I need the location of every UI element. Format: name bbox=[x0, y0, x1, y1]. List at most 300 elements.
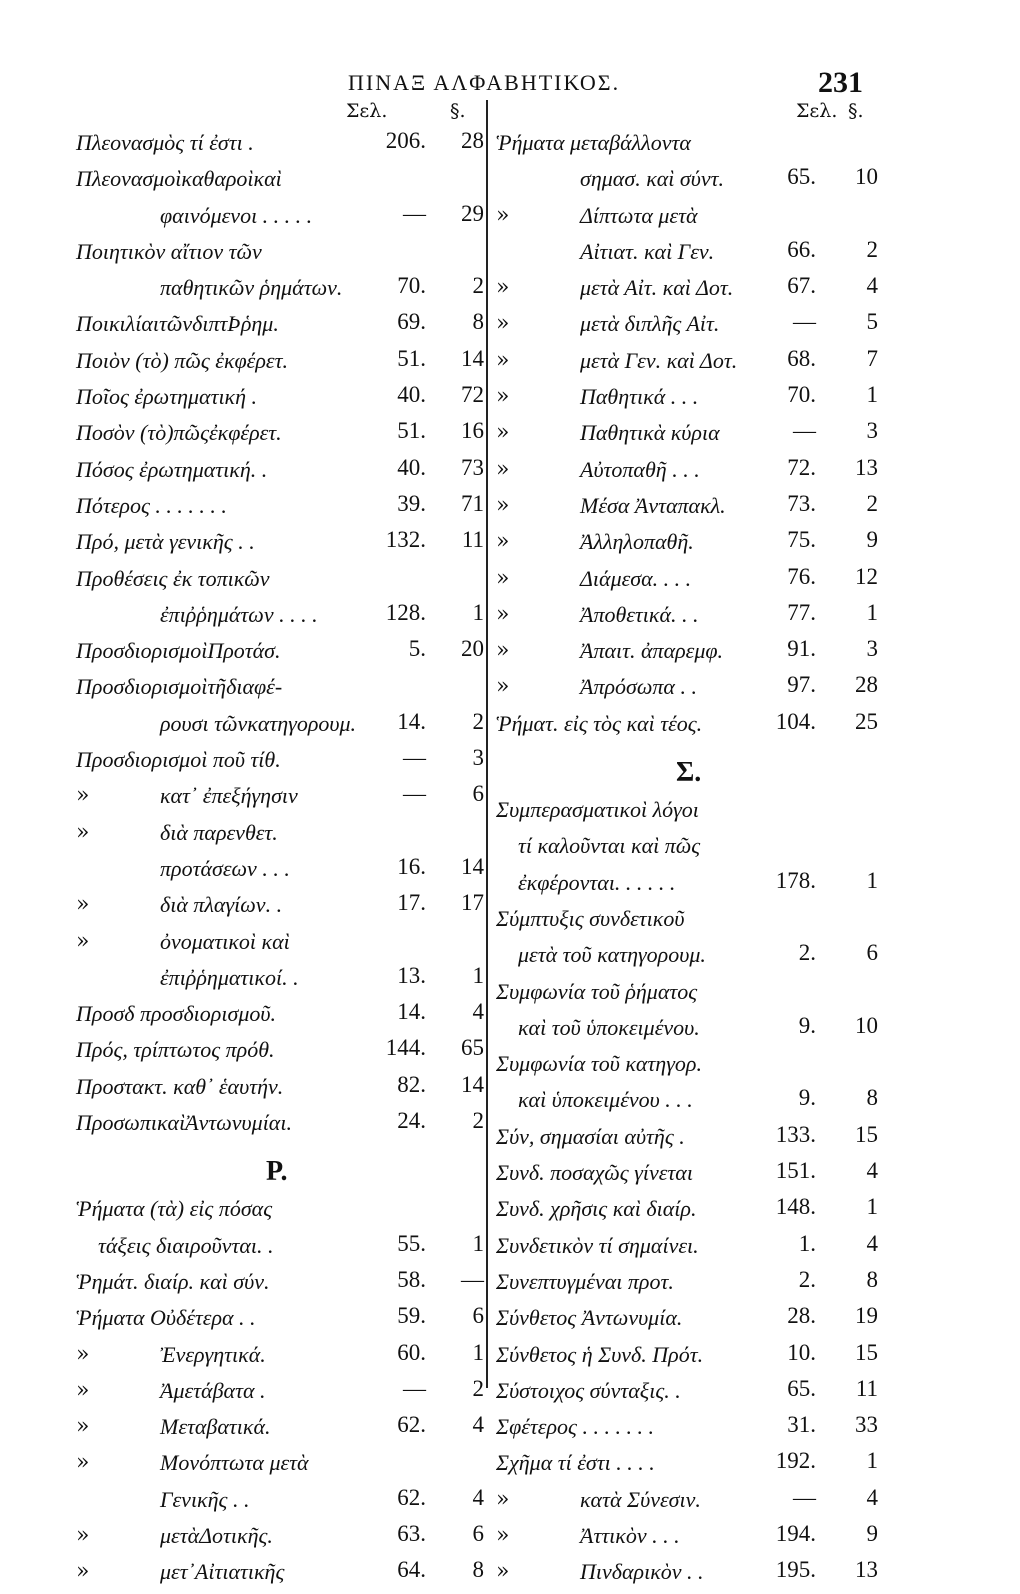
entry-page: 70. bbox=[397, 273, 426, 299]
entry-section: 14 bbox=[461, 853, 484, 879]
entry-section: 2 bbox=[472, 1108, 484, 1134]
ditto-mark: » bbox=[76, 1559, 90, 1585]
entry-page: 62. bbox=[397, 1484, 426, 1510]
ditto-mark: » bbox=[76, 783, 90, 809]
entry-page: 75. bbox=[787, 527, 816, 553]
ditto-mark: » bbox=[76, 1450, 90, 1476]
entry-term: Σύνθετος ἡ Συνδ. Πρότ. bbox=[496, 1341, 704, 1367]
entry-section: 11 bbox=[461, 527, 484, 553]
index-entry bbox=[496, 237, 878, 273]
entry-term: Συνδ. χρῆσις καὶ διαίρ. bbox=[496, 1196, 697, 1222]
entry-page: 178. bbox=[775, 867, 816, 893]
index-entry bbox=[76, 1376, 484, 1412]
entry-term: φαινόμενοι . . . . . bbox=[160, 202, 313, 228]
entry-page: 97. bbox=[787, 672, 816, 698]
entry-page: 66. bbox=[787, 236, 816, 262]
entry-section: 4 bbox=[866, 1158, 878, 1184]
entry-page: 28. bbox=[787, 1303, 816, 1329]
entry-term: μετὰ τοῦ κατηγορουμ. bbox=[518, 942, 706, 968]
entry-section: 8 bbox=[472, 309, 484, 335]
entries-s bbox=[496, 795, 878, 1594]
index-entry bbox=[496, 491, 878, 527]
entry-section: 10 bbox=[855, 164, 878, 190]
index-entry bbox=[496, 977, 878, 1013]
entry-section: 2 bbox=[866, 490, 878, 516]
entry-section: 3 bbox=[866, 418, 878, 444]
entry-section: 9 bbox=[866, 527, 878, 553]
index-entry bbox=[496, 1376, 878, 1412]
entry-section: 28 bbox=[855, 672, 878, 698]
entry-section: 11 bbox=[855, 1375, 878, 1401]
entry-term: Συμφωνία τοῦ ῥήματος bbox=[496, 978, 698, 1004]
entry-page: 144. bbox=[385, 1035, 426, 1061]
entry-page: 68. bbox=[787, 345, 816, 371]
entry-term: καὶ τοῦ ὑποκειμένου. bbox=[518, 1014, 700, 1040]
index-entry bbox=[76, 164, 484, 200]
entry-term: Πόσος ἐρωτηματική. . bbox=[76, 456, 268, 482]
running-header bbox=[0, 66, 1020, 104]
right-column bbox=[496, 100, 878, 1594]
index-entry bbox=[496, 795, 878, 831]
entry-page: — bbox=[403, 1375, 426, 1401]
entry-term: Ῥήματα μεταβάλλοντα bbox=[496, 130, 691, 155]
entry-term: Παθητικά . . . bbox=[580, 384, 699, 410]
entry-term: Σύν, σημασίαι αὐτῆς . bbox=[496, 1123, 685, 1149]
index-entry bbox=[496, 831, 878, 867]
entry-page: 31. bbox=[787, 1412, 816, 1438]
ditto-mark: » bbox=[496, 384, 510, 410]
entry-term: μετὰ διπλῆς Αἰτ. bbox=[580, 311, 720, 337]
entry-page: 1. bbox=[798, 1230, 816, 1256]
index-entry bbox=[76, 1557, 484, 1593]
index-entry bbox=[496, 1521, 878, 1557]
index-entry bbox=[496, 1122, 878, 1158]
entry-term: διὰ πλαγίων. . bbox=[160, 892, 283, 918]
entry-section: 4 bbox=[866, 1484, 878, 1510]
entry-section: 73 bbox=[461, 454, 484, 480]
index-entry bbox=[496, 1267, 878, 1303]
entries-r-right bbox=[496, 128, 878, 745]
entry-page: 77. bbox=[787, 599, 816, 625]
entry-term: Προσδιορισμοὶ ποῦ τίθ. bbox=[76, 747, 281, 773]
entry-page: 51. bbox=[397, 418, 426, 444]
entry-section: 2 bbox=[472, 1375, 484, 1401]
index-entry bbox=[76, 854, 484, 890]
entry-page: 14. bbox=[397, 708, 426, 734]
entry-section: 25 bbox=[855, 708, 878, 734]
entry-term: ρουσι τῶνκατηγορουμ. bbox=[160, 710, 357, 736]
entry-term: διὰ παρενθετ. bbox=[160, 819, 278, 845]
entry-section: 13 bbox=[855, 1557, 878, 1583]
entry-section: 1 bbox=[866, 1448, 878, 1474]
index-entry bbox=[496, 1085, 878, 1121]
entry-term: Ἀπρόσωπα . . bbox=[580, 674, 697, 700]
ditto-mark: » bbox=[496, 529, 510, 555]
index-entry bbox=[496, 1013, 878, 1049]
entry-section: 2 bbox=[472, 273, 484, 299]
entry-page: 58. bbox=[397, 1266, 426, 1292]
entry-term: ὀνοματικοὶ καὶ bbox=[160, 928, 290, 954]
entry-section: 15 bbox=[855, 1121, 878, 1147]
entry-term: Συμφωνία τοῦ κατηγορ. bbox=[496, 1051, 702, 1077]
entry-page: 14. bbox=[397, 999, 426, 1025]
ditto-mark: » bbox=[496, 347, 510, 373]
index-entry bbox=[76, 963, 484, 999]
index-entry bbox=[76, 201, 484, 237]
entry-term: Μέσα Ἀνταπακλ. bbox=[580, 492, 726, 518]
entry-section: 15 bbox=[855, 1339, 878, 1365]
entry-term: Παθητικὰ κύρια bbox=[580, 420, 720, 446]
entry-page: 72. bbox=[787, 454, 816, 480]
entry-page: 132. bbox=[385, 527, 426, 553]
entry-term: Ποσὸν (τὸ)πῶςἐκφέρετ. bbox=[76, 420, 282, 446]
entry-section: 1 bbox=[866, 1194, 878, 1220]
index-entry bbox=[76, 491, 484, 527]
index-entry bbox=[76, 818, 484, 854]
entry-term: Προσδιορισμοὶτῆδιαφέ- bbox=[76, 674, 283, 700]
entry-page: 73. bbox=[787, 490, 816, 516]
entry-term: Σχῆμα τί ἐστι . . . . bbox=[496, 1450, 655, 1476]
entry-section: 14 bbox=[461, 1071, 484, 1097]
index-entry bbox=[76, 564, 484, 600]
index-entry bbox=[76, 927, 484, 963]
entry-term: προτάσεων . . . bbox=[160, 855, 290, 881]
entry-term: Πρό, μετὰ γενικῆς . . bbox=[76, 529, 255, 555]
index-entry bbox=[496, 672, 878, 708]
entry-term: ΠοικιλίαιτῶνδιπτÞῥημ. bbox=[76, 311, 279, 337]
entry-page: 17. bbox=[397, 890, 426, 916]
letter-heading-r: Ρ. bbox=[266, 1156, 288, 1188]
entry-page: 40. bbox=[397, 454, 426, 480]
index-entry bbox=[76, 1231, 484, 1267]
entry-term: Πινδαρικὸν . . bbox=[580, 1559, 704, 1585]
index-entry bbox=[76, 1485, 484, 1521]
entry-section: 6 bbox=[472, 1520, 484, 1546]
entry-section: 71 bbox=[461, 490, 484, 516]
entry-term: μετὰΔοτικῆς. bbox=[160, 1522, 273, 1548]
page-number: 231 bbox=[818, 66, 863, 99]
entry-section: 72 bbox=[461, 382, 484, 408]
entry-section: 16 bbox=[461, 418, 484, 444]
entry-term: Ἀμετάβατα . bbox=[160, 1377, 266, 1403]
entry-page: 16. bbox=[397, 853, 426, 879]
entry-section: 1 bbox=[472, 1230, 484, 1256]
entry-page: 55. bbox=[397, 1230, 426, 1256]
index-entry bbox=[76, 237, 484, 273]
index-entry bbox=[496, 273, 878, 309]
index-entry bbox=[496, 309, 878, 345]
entry-page: 195. bbox=[775, 1557, 816, 1583]
ditto-mark: » bbox=[496, 202, 510, 228]
entry-term: Ῥήματα (τὰ) εἰς πόσας bbox=[76, 1196, 273, 1222]
entry-term: Ἀττικὸν . . . bbox=[580, 1522, 680, 1548]
ditto-mark: » bbox=[496, 456, 510, 482]
index-entry bbox=[496, 1158, 878, 1194]
entry-page: 67. bbox=[787, 273, 816, 299]
entry-section: 19 bbox=[855, 1303, 878, 1329]
entry-term: Ποιὸν (τὸ) πῶς ἐκφέρετ. bbox=[76, 347, 288, 373]
index-entry bbox=[496, 418, 878, 454]
entry-page: 194. bbox=[775, 1520, 816, 1546]
index-entry bbox=[496, 201, 878, 237]
index-entry bbox=[496, 1303, 878, 1339]
ditto-mark: » bbox=[76, 1341, 90, 1367]
index-entry bbox=[76, 1072, 484, 1108]
entry-term: ἐκφέρονται. . . . . . bbox=[518, 869, 676, 895]
entry-page: 5. bbox=[408, 636, 426, 662]
entry-term: Σύστοιχος σύνταξις. . bbox=[496, 1377, 681, 1403]
entry-section: 14 bbox=[461, 345, 484, 371]
ditto-mark: » bbox=[76, 928, 90, 954]
entry-term: Προστακτ. καθ᾿ ἑαυτήν. bbox=[76, 1073, 284, 1099]
ditto-mark: » bbox=[76, 892, 90, 918]
entry-page: 59. bbox=[397, 1303, 426, 1329]
entry-page: — bbox=[793, 1484, 816, 1510]
entry-page: 2. bbox=[798, 940, 816, 966]
entry-term: Προθέσεις ἐκ τοπικῶν bbox=[76, 565, 270, 591]
ditto-mark: » bbox=[496, 1559, 510, 1585]
index-entry bbox=[76, 309, 484, 345]
index-entry bbox=[496, 1194, 878, 1230]
index-entry bbox=[76, 455, 484, 491]
entry-page: 70. bbox=[787, 382, 816, 408]
entry-term: Συνεπτυγμέναι προτ. bbox=[496, 1268, 674, 1294]
entry-section: 6 bbox=[472, 1303, 484, 1329]
entry-section: 2 bbox=[866, 236, 878, 262]
entry-page: 60. bbox=[397, 1339, 426, 1365]
entry-page: 206. bbox=[385, 128, 426, 153]
entry-page: 51. bbox=[397, 345, 426, 371]
entry-section: 20 bbox=[461, 636, 484, 662]
entry-section: 1 bbox=[472, 962, 484, 988]
index-entry bbox=[76, 1035, 484, 1071]
entry-page: 104. bbox=[775, 708, 816, 734]
entry-term: Συνδετικὸν τί σημαίνει. bbox=[496, 1232, 699, 1258]
entry-page: 9. bbox=[798, 1012, 816, 1038]
index-entry bbox=[496, 527, 878, 563]
index-entry bbox=[76, 1412, 484, 1448]
entry-section: 1 bbox=[472, 599, 484, 625]
entry-page: 82. bbox=[397, 1071, 426, 1097]
entry-page: — bbox=[793, 418, 816, 444]
entry-section: 1 bbox=[866, 382, 878, 408]
index-entry bbox=[496, 1557, 878, 1593]
entry-term: Ῥημάτ. διαίρ. καὶ σύν. bbox=[76, 1268, 270, 1294]
entry-term: Μονόπτωτα μετὰ bbox=[160, 1450, 309, 1476]
entry-section: 9 bbox=[866, 1520, 878, 1546]
entry-section: 4 bbox=[866, 1230, 878, 1256]
entry-section: 1 bbox=[472, 1339, 484, 1365]
left-column-header bbox=[76, 100, 484, 128]
entry-term: Ποῖος ἐρωτηματική . bbox=[76, 384, 258, 410]
entry-term: Μεταβατικά. bbox=[160, 1414, 271, 1440]
section-column-label: §. bbox=[450, 100, 466, 122]
entry-term: Πρός, τρίπτωτος πρόθ. bbox=[76, 1037, 275, 1063]
entry-term: κατ᾿ ἐπεξήγησιν bbox=[160, 783, 298, 809]
entry-section: 4 bbox=[472, 1412, 484, 1438]
entry-term: Σύμπτυξις συνδετικοῦ bbox=[496, 905, 685, 931]
index-entry bbox=[76, 709, 484, 745]
ditto-mark: » bbox=[496, 601, 510, 627]
entry-section: 13 bbox=[855, 454, 878, 480]
index-entry bbox=[76, 527, 484, 563]
index-entry bbox=[496, 1448, 878, 1484]
index-entry bbox=[76, 781, 484, 817]
index-entry bbox=[496, 564, 878, 600]
index-entry bbox=[496, 709, 878, 745]
entry-section: 6 bbox=[472, 781, 484, 807]
entry-section: 28 bbox=[461, 128, 484, 153]
entry-page: — bbox=[403, 200, 426, 226]
index-entry bbox=[76, 636, 484, 672]
index-entry bbox=[76, 273, 484, 309]
entry-term: ΠροσωπικαὶἈντωνυμίαι. bbox=[76, 1110, 292, 1136]
entry-section: 1 bbox=[866, 867, 878, 893]
entry-page: 39. bbox=[397, 490, 426, 516]
entry-page: 64. bbox=[397, 1557, 426, 1583]
entry-page: 76. bbox=[787, 563, 816, 589]
index-entry bbox=[496, 600, 878, 636]
index-entry bbox=[76, 1194, 484, 1230]
entry-page: 91. bbox=[787, 636, 816, 662]
index-entry bbox=[76, 745, 484, 781]
entries-p bbox=[76, 128, 484, 1144]
index-entry bbox=[496, 636, 878, 672]
entry-term: Πλεονασμὸς τί ἐστι . bbox=[76, 130, 254, 155]
index-entry bbox=[76, 672, 484, 708]
entry-term: Διάμεσα. . . . bbox=[580, 565, 692, 591]
index-entry bbox=[496, 940, 878, 976]
index-entry bbox=[496, 1231, 878, 1267]
entry-page: 148. bbox=[775, 1194, 816, 1220]
ditto-mark: » bbox=[76, 1522, 90, 1548]
entry-page: 62. bbox=[397, 1412, 426, 1438]
entry-term: Σύνθετος Ἀντωνυμία. bbox=[496, 1305, 683, 1331]
entry-term: Προσδ προσδιορισμοῦ. bbox=[76, 1001, 276, 1027]
entry-term: Ῥήματα Οὐδέτερα . . bbox=[76, 1305, 256, 1331]
index-entry bbox=[496, 868, 878, 904]
index-entry bbox=[76, 1521, 484, 1557]
entry-page: 133. bbox=[775, 1121, 816, 1147]
entry-term: ἐπιῤῥηματικοί. . bbox=[160, 964, 299, 990]
index-entry bbox=[76, 1340, 484, 1376]
entry-section: 4 bbox=[472, 999, 484, 1025]
entry-page: 13. bbox=[397, 962, 426, 988]
entry-term: Σφέτερος . . . . . . . bbox=[496, 1414, 654, 1440]
entry-term: Δίπτωτα μετὰ bbox=[580, 202, 698, 228]
entry-section: 33 bbox=[855, 1412, 878, 1438]
index-entry bbox=[496, 1049, 878, 1085]
ditto-mark: » bbox=[496, 420, 510, 446]
entry-page: 65. bbox=[787, 164, 816, 190]
column-divider bbox=[486, 100, 488, 1388]
entry-term: τί καλοῦνται καὶ πῶς bbox=[518, 833, 701, 859]
entry-page: 9. bbox=[798, 1085, 816, 1111]
ditto-mark: » bbox=[496, 638, 510, 664]
entry-section: 10 bbox=[855, 1012, 878, 1038]
entry-section: 29 bbox=[461, 200, 484, 226]
entry-section: 65 bbox=[461, 1035, 484, 1061]
index-entry bbox=[496, 164, 878, 200]
page-title: ΠΙΝΑΞ ΑΛΦΑΒΗΤΙΚΟΣ. bbox=[348, 70, 621, 95]
entry-term: μετ᾿Αἰτιατικῆς bbox=[160, 1559, 285, 1585]
entry-term: μετὰ Γεν. καὶ Δοτ. bbox=[580, 347, 738, 373]
ditto-mark: » bbox=[76, 819, 90, 845]
ditto-mark: » bbox=[496, 492, 510, 518]
index-entry bbox=[496, 382, 878, 418]
entry-section: 7 bbox=[866, 345, 878, 371]
entry-page: 69. bbox=[397, 309, 426, 335]
entry-section: — bbox=[461, 1266, 484, 1292]
letter-heading-s: Σ. bbox=[676, 757, 702, 789]
entry-page: — bbox=[403, 745, 426, 771]
index-entry bbox=[496, 1485, 878, 1521]
entry-term: παθητικῶν ῥημάτων. bbox=[160, 275, 343, 301]
entry-section: 8 bbox=[866, 1085, 878, 1111]
entry-page: 128. bbox=[385, 599, 426, 625]
entry-section: 8 bbox=[866, 1266, 878, 1292]
index-entry bbox=[76, 999, 484, 1035]
entry-section: 5 bbox=[866, 309, 878, 335]
entry-term: κατὰ Σύνεσιν. bbox=[580, 1486, 701, 1512]
ditto-mark: » bbox=[496, 275, 510, 301]
index-entry bbox=[76, 346, 484, 382]
index-entry bbox=[496, 1412, 878, 1448]
entry-term: Συνδ. ποσαχῶς γίνεται bbox=[496, 1160, 693, 1186]
index-entry bbox=[76, 890, 484, 926]
entry-section: 1 bbox=[866, 599, 878, 625]
entry-page: 192. bbox=[775, 1448, 816, 1474]
index-entry bbox=[76, 1303, 484, 1339]
index-entry bbox=[76, 1267, 484, 1303]
index-entry bbox=[496, 455, 878, 491]
page-column-label: Σελ. bbox=[346, 100, 388, 122]
index-entry bbox=[76, 600, 484, 636]
left-column bbox=[76, 100, 484, 1594]
index-entry bbox=[496, 904, 878, 940]
index-entry bbox=[76, 128, 484, 164]
entry-section: 12 bbox=[855, 563, 878, 589]
entry-term: Ῥήματ. εἰς τὸς καὶ τέος. bbox=[496, 710, 703, 736]
entry-term: καὶ ὑποκειμένου . . . bbox=[518, 1087, 693, 1113]
entry-section: 4 bbox=[866, 273, 878, 299]
ditto-mark: » bbox=[496, 1486, 510, 1512]
entry-term: Αἰτιατ. καὶ Γεν. bbox=[580, 238, 715, 264]
section-column-label: §. bbox=[848, 100, 864, 122]
entry-page: 24. bbox=[397, 1108, 426, 1134]
entry-term: Ποιητικὸν αἴτιον τῶν bbox=[76, 238, 262, 264]
entry-term: Ἐνεργητικά. bbox=[160, 1341, 266, 1367]
ditto-mark: » bbox=[76, 1414, 90, 1440]
index-entry bbox=[496, 346, 878, 382]
entry-term: Γενικῆς . . bbox=[160, 1486, 250, 1512]
entry-page: 40. bbox=[397, 382, 426, 408]
entry-term: Ἀποθετικά. . . bbox=[580, 601, 699, 627]
index-entry bbox=[496, 128, 878, 164]
ditto-mark: » bbox=[76, 1377, 90, 1403]
entries-r-left bbox=[76, 1194, 484, 1593]
entry-term: ΠροσδιορισμοὶΠροτάσ. bbox=[76, 638, 281, 664]
entry-section: 4 bbox=[472, 1484, 484, 1510]
entry-term: μετὰ Αἰτ. καὶ Δοτ. bbox=[580, 275, 734, 301]
right-column-header bbox=[496, 100, 878, 128]
entry-term: σημασ. καὶ σύντ. bbox=[580, 166, 725, 192]
index-entry bbox=[496, 1340, 878, 1376]
ditto-mark: » bbox=[496, 311, 510, 337]
entry-term: ἐπιῤῥημάτων . . . . bbox=[160, 601, 318, 627]
entry-page: 65. bbox=[787, 1375, 816, 1401]
entry-section: 3 bbox=[866, 636, 878, 662]
